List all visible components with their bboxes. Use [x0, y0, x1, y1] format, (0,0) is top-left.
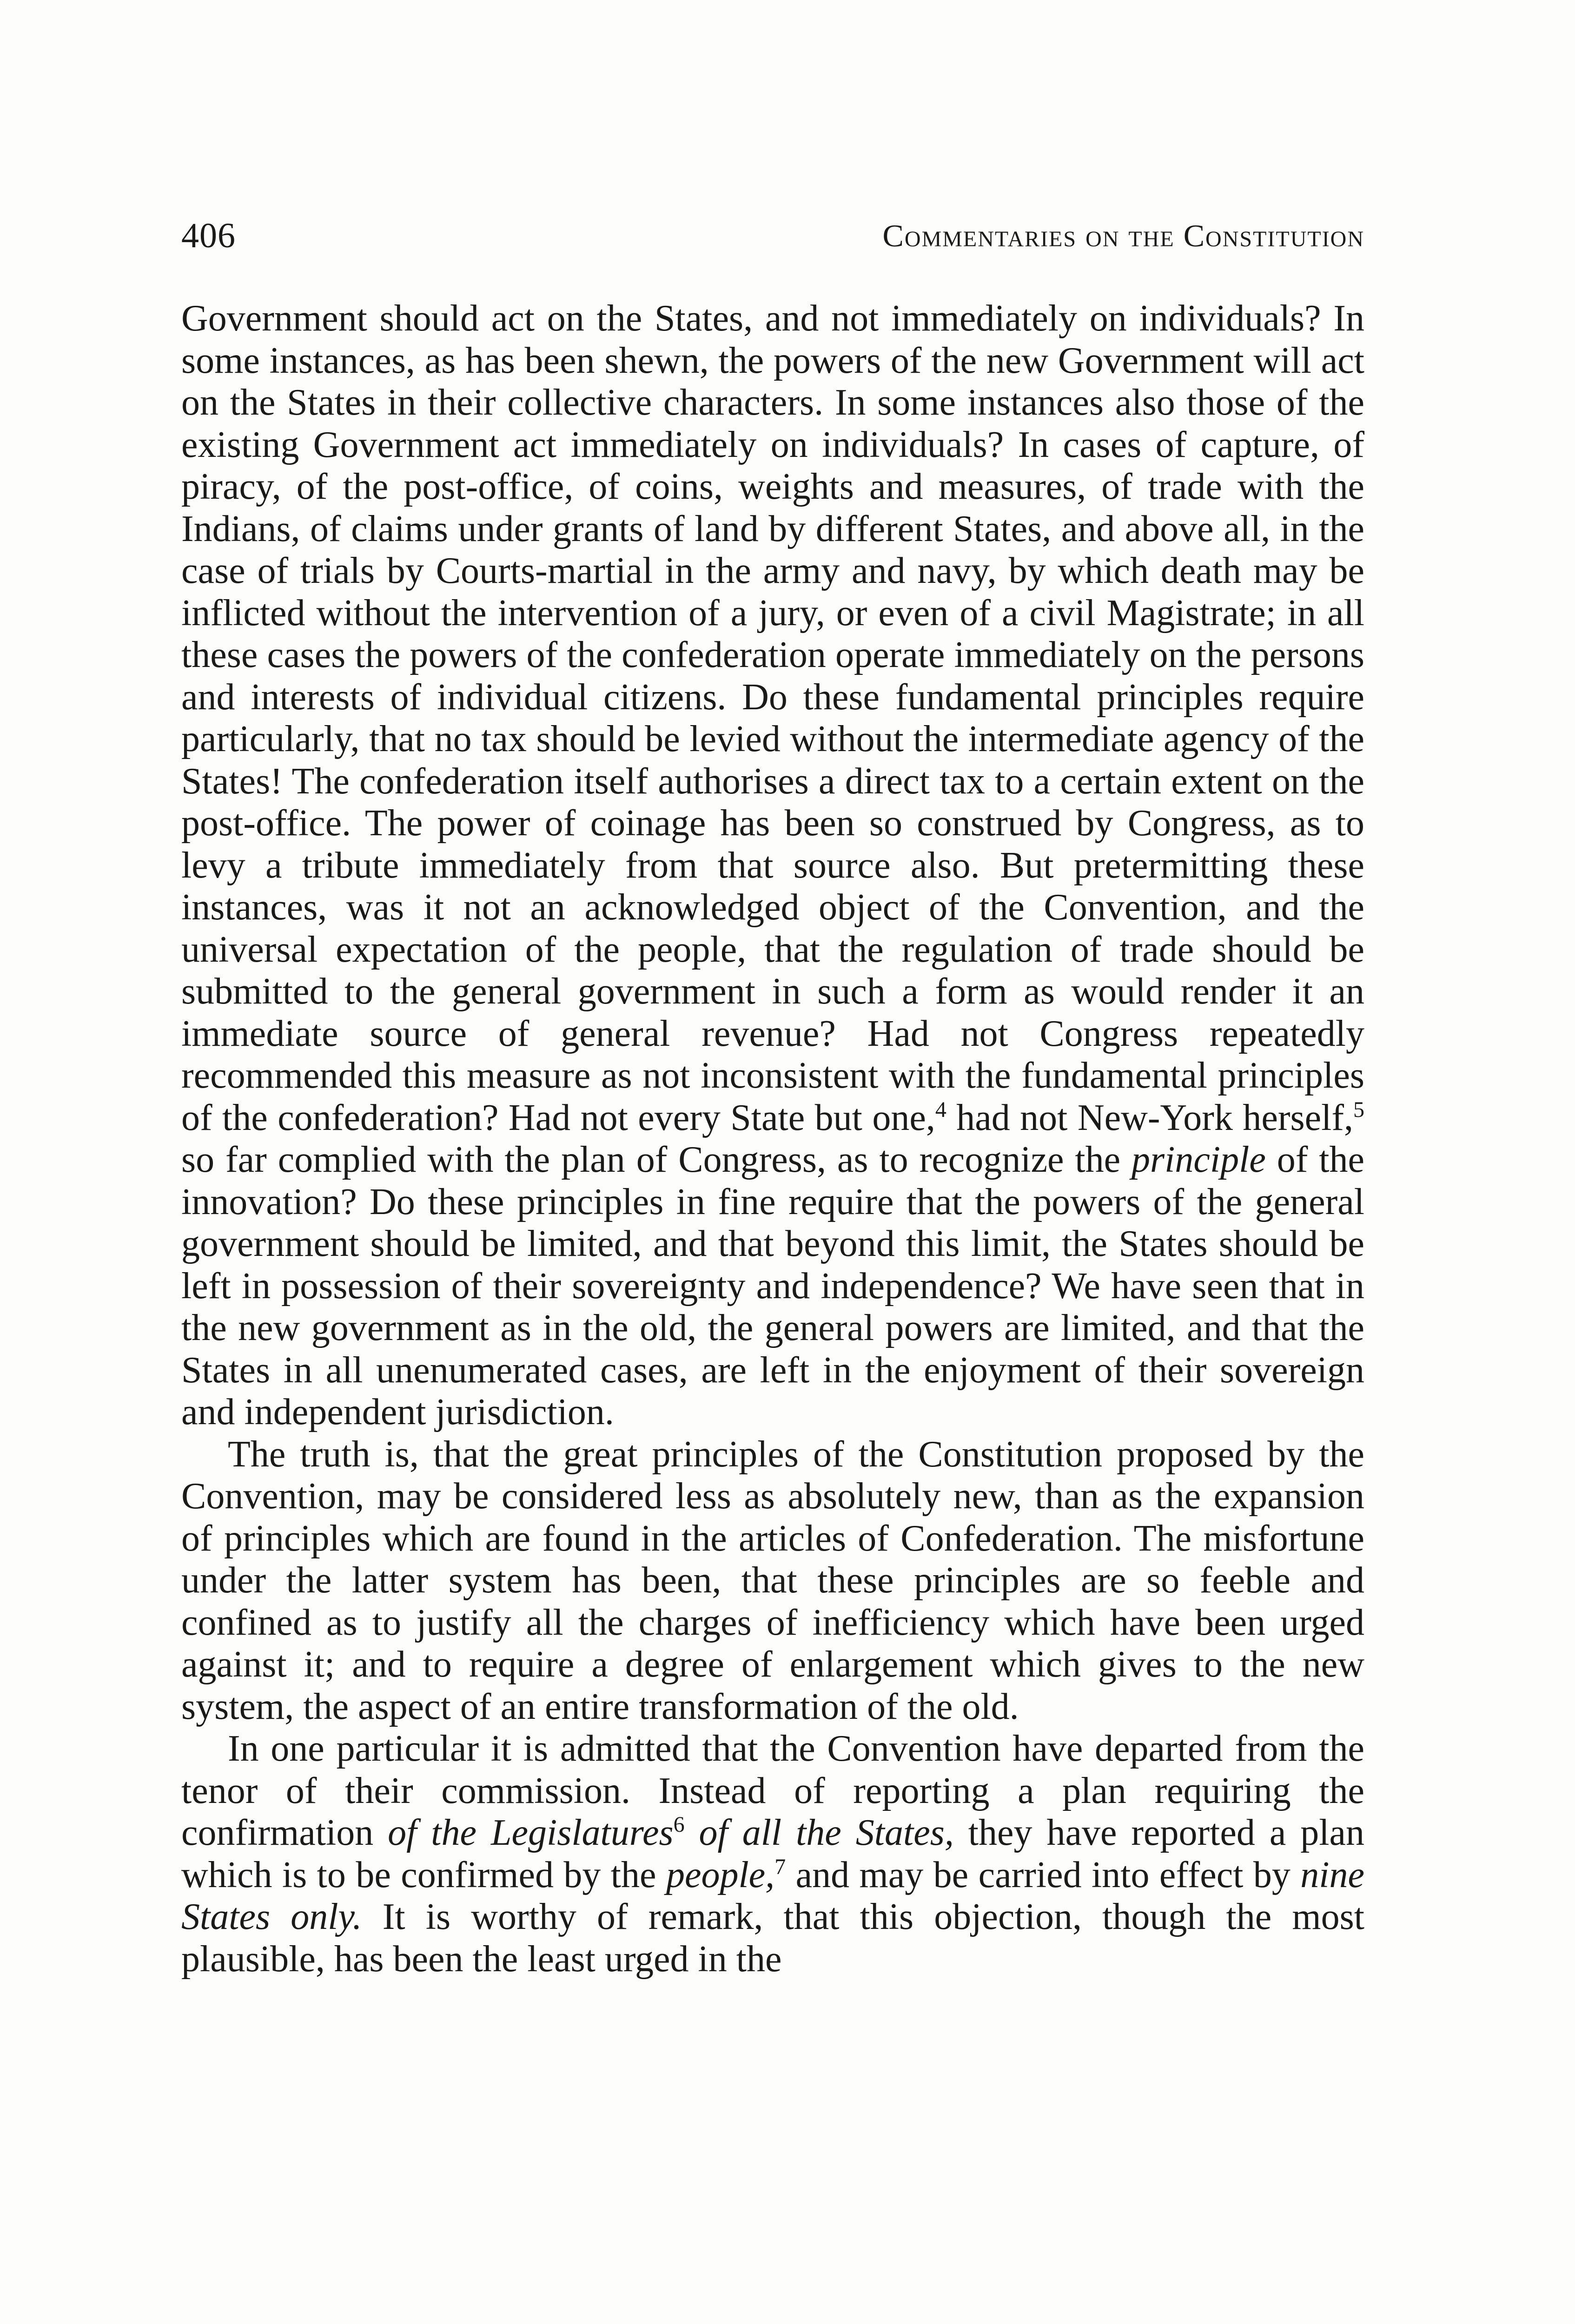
- text-run: Government should act on the States, and not immediately on individuals? In some instances, as has been shewn, the powers of the new Government will act on the States in their collective characters. In some instances also those of the existing Government act immediately on individuals? In cases of capture, of piracy, of the post-office, of coins, weights and measures, of trade with the Indians, of claims under grants of land by different States, and above all, in the case of trials by Courts-martial in the army and navy, by which death may be inflicted without the intervention of a jury, or even of a civil Magistrate; in all these cases the powers of the confederation operate immediately on the persons and interests of individual citizens. Do these fundamental principles require particularly, that no tax should be levied without the intermediate agency of the States! The confederation itself authorises a direct tax to a certain extent on the post-office. The power of coinage has been so construed by Congress, as to levy a tribute immediately from that source also. But pretermitting these instances, was it not an acknowledged object of the Convention, and the universal expectation of the people, that the regulation of trade should be submitted to the general government in such a form as would render it an immediate source of general revenue? Had not Congress repeatedly recommended this measure as not inconsistent with the fundamental principles of the confederation? Had not every State but one,: [181, 298, 1364, 1138]
- italic-text: nine States only.: [181, 1854, 1364, 1937]
- text-run: It is worthy of remark, that this objection, though the most plausible, has been the least urged in the: [181, 1896, 1364, 1980]
- text-run: and may be carried into effect by: [786, 1854, 1301, 1895]
- footnote-marker: 5: [1353, 1097, 1364, 1122]
- text-run: [685, 1812, 699, 1853]
- paragraph: [181, 1433, 1364, 1728]
- italic-text: people,: [666, 1854, 775, 1895]
- paragraph: [181, 1728, 1364, 1980]
- text-run: had not New-York herself,: [946, 1097, 1353, 1138]
- text-run: In one particular it is admitted that the Convention have departed from the tenor of their commission. Instead of reporting a plan requiring the confirmation: [181, 1728, 1364, 1853]
- footnote-marker: 6: [673, 1812, 685, 1837]
- page-header: [181, 210, 1364, 261]
- footnote-marker: 7: [774, 1854, 786, 1879]
- italic-text: principle: [1132, 1139, 1266, 1180]
- footnote-marker: 4: [935, 1097, 946, 1122]
- italic-text: of the Legislatures: [388, 1812, 674, 1853]
- page-number: 406: [181, 216, 236, 255]
- italic-text: of all the States,: [699, 1812, 954, 1853]
- body-text: [181, 297, 1364, 1980]
- paragraph: [181, 297, 1364, 1433]
- text-run: of the innovation? Do these principles in fine require that the powers of the general government should be limited, and that beyond this limit, the States should be left in possession of their sovereignty and independence? We have seen that in the new government as in the old, the general powers are limited, and that the States in all unenumerated cases, are left in the enjoyment of their sovereign and independent jurisdiction.: [181, 1139, 1364, 1433]
- running-head: Commentaries on the Constitution: [882, 218, 1364, 253]
- text-run: The truth is, that the great principles of the Constitution proposed by the Convention, may be considered less as absolutely new, than as the expansion of principles which are found in the articles of Confederation. The misfortune under the latter system has been, that these principles are so feeble and confined as to justify all the charges of inefficiency which have been urged against it; and to require a degree of enlargement which gives to the new system, the aspect of an entire transformation of the old.: [181, 1433, 1364, 1727]
- text-run: they have reported a plan which is to be confirmed by the: [181, 1812, 1365, 1895]
- text-run: so far complied with the plan of Congress, as to recognize the: [181, 1139, 1132, 1180]
